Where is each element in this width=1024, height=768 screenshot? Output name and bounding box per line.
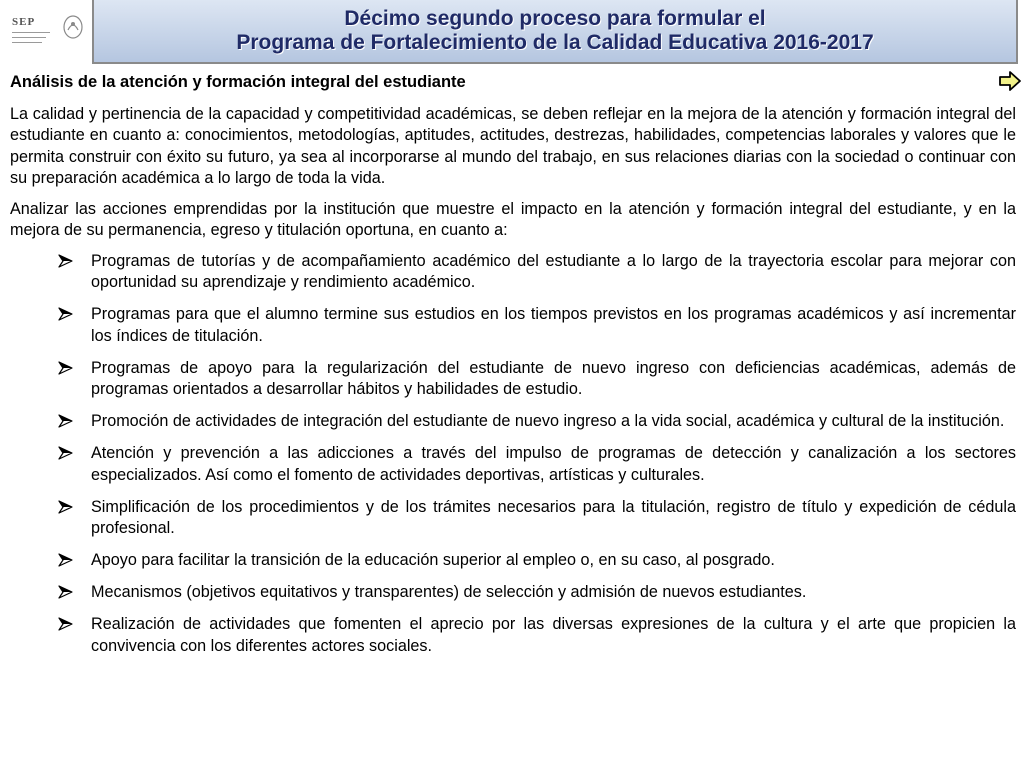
list-item [10, 251, 1016, 294]
list-item-text: Realización de actividades que fomenten el aprecio por las diversas expresiones de la cultura y el arte que propicien la convivencia con los diferentes actores sociales. [91, 615, 1016, 655]
main-content [10, 72, 1016, 668]
paragraph: La calidad y pertinencia de la capacidad y competitividad académicas, se deben reflejar en la mejora de la atención y formación integral del estudiante en cuanto a: conocimientos, metodologías, aptitudes, actitudes, destrezas, habilidades, competencias laborales y valores que le permita construir con éxito su futuro, ya sea al incorporarse al mundo del trabajo, en sus relaciones diarias con la sociedad o continuar con su preparación académica a lo largo de toda la vida. [10, 104, 1016, 187]
paragraph: Analizar las acciones emprendidas por la institución que muestre el impacto en la atención y formación integral del estudiante, y en la mejora de su permanencia, egreso y titulación oportuna, en cuanto a: [10, 199, 1016, 239]
list-item [10, 550, 1016, 572]
list-item-text: Programas de tutorías y de acompañamiento académico del estudiante a lo largo de la trayectoria escolar para mejorar con oportunidad su aprendizaje y rendimiento académico. [91, 251, 1016, 291]
sep-logo-text: SEP [12, 16, 36, 28]
title-banner [92, 0, 1018, 64]
national-crest-icon [62, 14, 84, 40]
page-title-line-1: Décimo segundo proceso para formular el [344, 7, 766, 30]
list-item [10, 497, 1016, 540]
list-item [10, 411, 1016, 433]
arrowhead-bullet-icon [58, 617, 73, 631]
logo-divider [12, 37, 46, 38]
list-item-text: Atención y prevención a las adicciones a través del impulso de programas de detección y canalización a los sectores especializados. Así como el fomento de actividades deportivas, artísticas y culturales. [91, 444, 1016, 484]
list-item-text: Promoción de actividades de integración del estudiante de nuevo ingreso a la vida social, académica y cultural de la institución. [91, 412, 1005, 430]
list-item-text: Mecanismos (objetivos equitativos y transparentes) de selección y admisión de nuevos estudiantes. [91, 583, 807, 601]
list-item [10, 582, 1016, 604]
arrowhead-bullet-icon [58, 254, 73, 268]
arrowhead-bullet-icon [58, 500, 73, 514]
arrowhead-bullet-icon [58, 361, 73, 375]
logo-divider [12, 42, 42, 43]
arrowhead-bullet-icon [58, 553, 73, 567]
arrowhead-bullet-icon [58, 446, 73, 460]
bullet-list [10, 251, 1016, 658]
list-item-text: Apoyo para facilitar la transición de la educación superior al empleo o, en su caso, al posgrado. [91, 551, 775, 569]
logo-divider [12, 32, 50, 33]
list-item-text: Programas de apoyo para la regularización del estudiante de nuevo ingreso con deficiencias académicas, además de programas orientados a desarrollar hábitos y habilidades de estudio. [91, 358, 1016, 398]
arrowhead-bullet-icon [58, 414, 73, 428]
page-title-line-2: Programa de Fortalecimiento de la Calidad Educativa 2016-2017 [236, 31, 874, 54]
arrowhead-bullet-icon [58, 307, 73, 321]
sep-logo [0, 0, 91, 66]
list-item-text: Simplificación de los procedimientos y de los trámites necesarios para la titulación, registro de título y expedición de cédula profesional. [91, 497, 1016, 537]
list-item [10, 614, 1016, 657]
list-item [10, 304, 1016, 347]
header [0, 0, 1024, 70]
list-item [10, 358, 1016, 401]
list-item [10, 443, 1016, 486]
list-item-text: Programas para que el alumno termine sus estudios en los tiempos previstos en los programas académicos y así incrementar los índices de titulación. [91, 305, 1016, 345]
arrowhead-bullet-icon [58, 585, 73, 599]
section-heading: Análisis de la atención y formación integral del estudiante [10, 73, 466, 91]
